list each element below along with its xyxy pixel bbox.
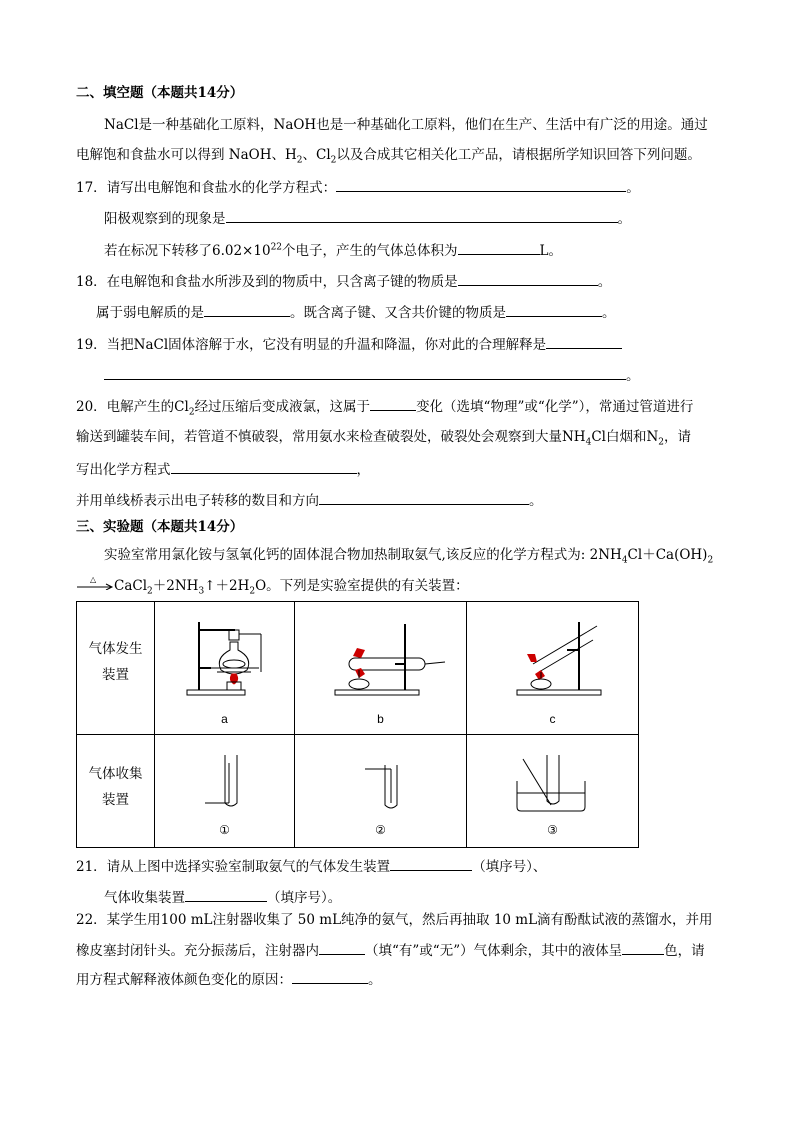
question-18-ionic: 18．在电解饱和食盐水所涉及到的物质中，只含离子键的物质是 。: [76, 271, 611, 291]
answer-blank[interactable]: [319, 940, 365, 955]
section2-title: 二、填空题（本题共14分）: [76, 85, 244, 101]
apparatus-b[interactable]: [295, 602, 467, 735]
question-18-weak: 属于弱电解质的是 。既含离子键、又含共价键的物质是 。: [96, 302, 616, 322]
answer-blank[interactable]: [546, 334, 622, 349]
answer-blank[interactable]: [185, 887, 267, 902]
heat-arrow-icon: △: [76, 576, 114, 590]
collection-2[interactable]: [295, 735, 467, 848]
answer-blank[interactable]: [292, 969, 368, 984]
collection-row-label: 气体收集 装置: [77, 735, 155, 848]
caption-a: a: [221, 712, 228, 726]
question-19-line2: 。: [104, 365, 640, 385]
section3-title: 三、实验题（本题共14分）: [76, 519, 244, 535]
answer-blank[interactable]: [390, 856, 472, 871]
collection-3[interactable]: [467, 735, 639, 848]
section2-intro-line1: NaCl是一种基础化工原料，NaOH也是一种基础化工原料，他们在生产、生活中有广泛的用途。通过: [104, 117, 708, 133]
question-20-line1: 20．电解产生的$Cl_2$经过压缩后变成液氯，这属于 变化（选填“物理”或“化学”），常通过管道进行: [76, 396, 693, 416]
caption-c: c: [549, 712, 556, 726]
apparatus-c[interactable]: [467, 602, 639, 735]
answer-blank[interactable]: [370, 396, 416, 411]
section3-intro-line2: △ $CaCl_2+2NH_3↑+2H_2O$。下列是实验室提供的有关装置：: [76, 576, 469, 595]
section2-intro-line2: 电解饱和食盐水可以得到 NaOH、$H_2$、$Cl_2$以及合成其它相关化工产品，请根据所学知识回答下列问题。: [76, 147, 701, 166]
question-19: 19．当把NaCl固体溶解于水，它没有明显的升温和降温，你对此的合理解释是: [76, 334, 622, 354]
question-17-volume: 若在标况下转移了$6.02\times 10^{22}$个电子，产生的气体总体积为 L。: [104, 240, 562, 260]
answer-blank[interactable]: [104, 365, 626, 380]
answer-blank[interactable]: [458, 240, 540, 255]
answer-blank[interactable]: [622, 940, 664, 955]
question-22-line1: 22．某学生用100 mL注射器收集了 50 mL纯净的氨气，然后再抽取 10 mL滴有酚酞试液的蒸馏水，并用: [76, 912, 713, 928]
caption-3: ③: [547, 823, 558, 837]
apparatus-a[interactable]: [155, 602, 295, 735]
question-17-equation: 17．请写出电解饱和食盐水的化学方程式： 。: [76, 177, 640, 197]
answer-blank[interactable]: [458, 271, 598, 286]
answer-blank[interactable]: [171, 459, 357, 474]
answer-blank[interactable]: [506, 302, 602, 317]
section3-intro-line1: 实验室常用氯化铵与氢氧化钙的固体混合物加热制取氨气,该反应的化学方程式为: $2NH_4Cl+Ca(OH)_2$: [104, 547, 714, 566]
question-20-line4: 并用单线桥表示出电子转移的数目和方向 。: [76, 490, 543, 510]
generation-row-label: 气体发生 装置: [77, 602, 155, 735]
answer-blank[interactable]: [226, 208, 618, 223]
caption-b: b: [377, 712, 384, 726]
answer-blank[interactable]: [204, 302, 290, 317]
caption-1: ①: [219, 823, 230, 837]
question-21-generation: 21．请从上图中选择实验室制取氨气的气体发生装置 （填序号）、: [76, 856, 546, 876]
answer-blank[interactable]: [336, 177, 626, 192]
answer-blank[interactable]: [319, 490, 529, 505]
apparatus-table: [76, 601, 639, 848]
question-17-anode: 阳极观察到的现象是 。: [104, 208, 631, 228]
collection-1[interactable]: [155, 735, 295, 848]
caption-2: ②: [375, 823, 386, 837]
question-20-line3: 写出化学方程式 ，: [76, 459, 370, 479]
question-22-line3: 用方程式解释液体颜色变化的原因： 。: [76, 969, 382, 989]
question-21-collection: 气体收集装置 （填序号）。: [104, 887, 341, 907]
question-22-line2: 橡皮塞封闭针头。充分振荡后，注射器内 （填“有”或“无”）气体剩余，其中的液体呈 色，请: [76, 940, 705, 960]
question-20-line2: 输送到罐装车间，若管道不慎破裂，常用氨水来检查破裂处，破裂处会观察到大量$NH_4Cl$白烟和$N_2$，请: [76, 429, 692, 448]
